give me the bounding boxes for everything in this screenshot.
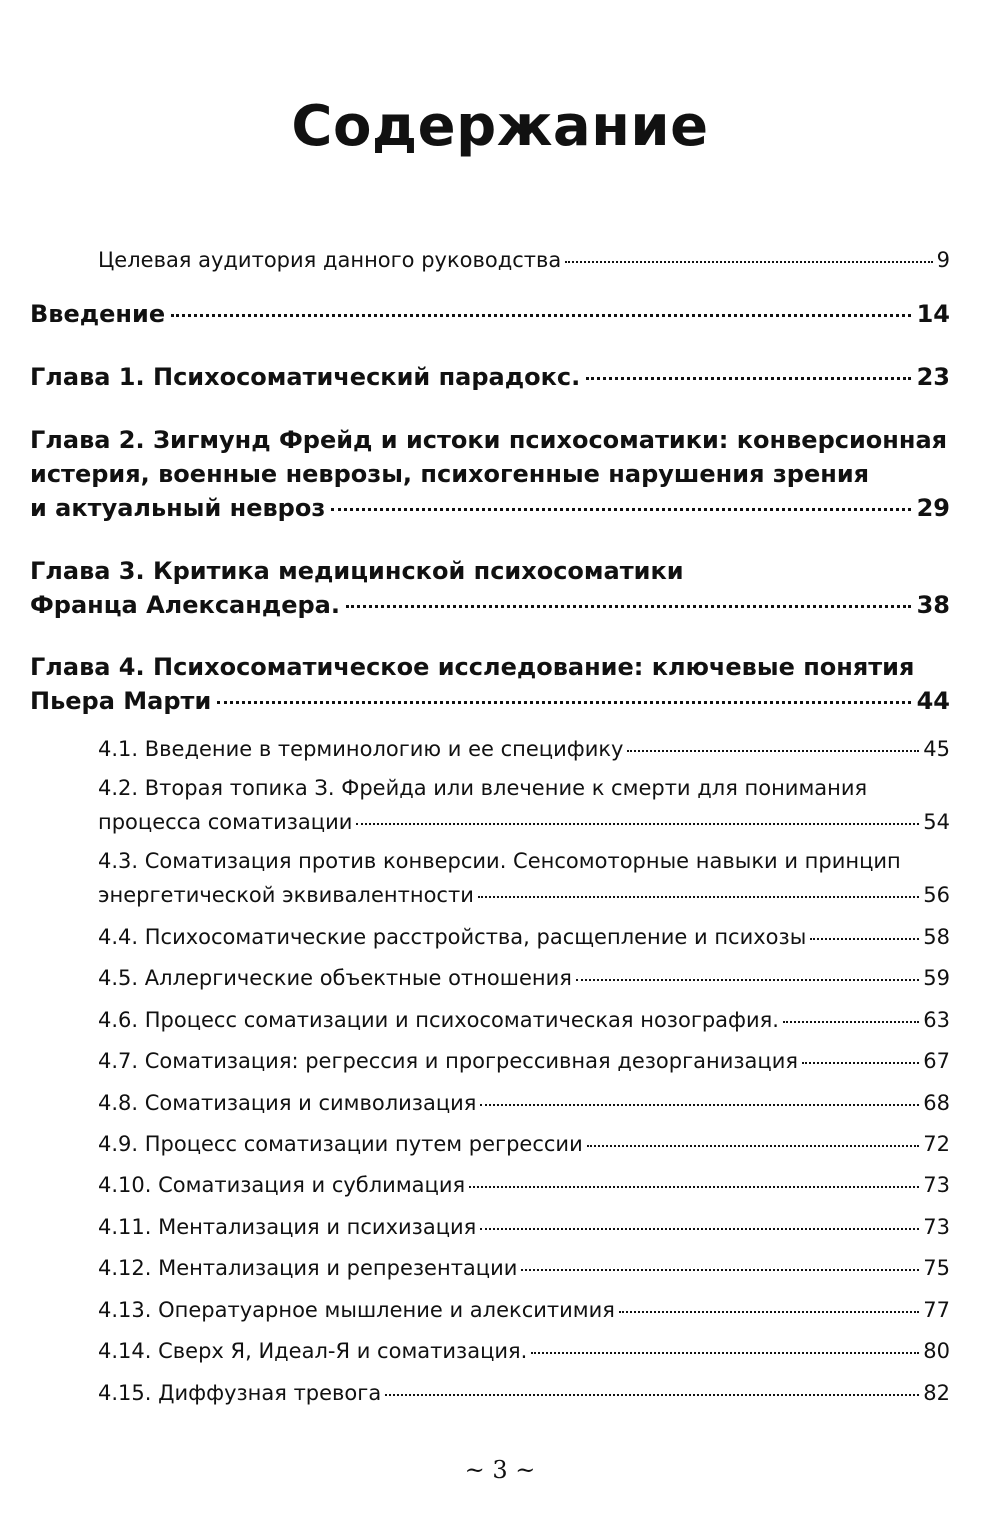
dot-leader (171, 314, 911, 317)
toc-entry-text: 4.9. Процесс соматизации путем регрессии (98, 1132, 583, 1156)
toc-entry-text: 4.10. Соматизация и сублимация (98, 1173, 466, 1197)
dot-leader (478, 896, 919, 898)
toc-entry-4-11[interactable] (98, 1210, 950, 1244)
page-number: 75 (923, 1256, 950, 1280)
toc-entry-4-12[interactable] (98, 1251, 950, 1285)
toc-entry-text: 4.5. Аллергические объектные отношения (98, 966, 572, 990)
toc-entry-text: 4.11. Ментализация и психизация (98, 1215, 477, 1239)
page-number: 80 (923, 1339, 950, 1363)
dot-leader (469, 1186, 919, 1188)
page-number: 77 (923, 1298, 950, 1322)
toc-entry-4-4[interactable] (98, 920, 950, 954)
toc-entry-text: энергетической эквивалентности (98, 883, 474, 907)
dot-leader (480, 1104, 919, 1106)
dot-leader (331, 508, 910, 511)
page-number: 59 (923, 966, 950, 990)
toc-entry-text: 4.2. Вторая топика З. Фрейда или влечение к смерти для понимания (98, 776, 868, 800)
toc-entry-4-14[interactable] (98, 1334, 950, 1368)
toc-entry-text: 4.6. Процесс соматизации и психосоматическая нозография. (98, 1008, 779, 1032)
page-number: 45 (923, 737, 950, 761)
toc-entry-text: Франца Александера. (30, 591, 340, 619)
dot-leader (565, 261, 932, 263)
page-footer-number: ~ 3 ~ (464, 1456, 536, 1484)
toc-entry-text: 4.8. Соматизация и символизация (98, 1091, 477, 1115)
toc-entry-text: 4.15. Диффузная тревога (98, 1381, 382, 1405)
toc-entry-4-9[interactable] (98, 1127, 950, 1161)
toc-entry-4-5[interactable] (98, 961, 950, 995)
page-number: 29 (916, 494, 950, 522)
toc-entry-text: 4.4. Психосоматические расстройства, расщепление и психозы (98, 925, 807, 949)
page-number: 56 (923, 883, 950, 907)
dot-leader (783, 1021, 919, 1023)
page-number: 63 (923, 1008, 950, 1032)
page-number: 38 (916, 591, 950, 619)
toc-entry-4-6[interactable] (98, 1003, 950, 1037)
toc-entry-text: 4.7. Соматизация: регрессия и прогрессивная дезорганизация (98, 1049, 799, 1073)
page-number: 73 (923, 1173, 950, 1197)
toc-entry-text: Целевая аудитория данного руководства (98, 248, 562, 272)
page-number: 67 (923, 1049, 950, 1073)
toc-entry-4-13[interactable] (98, 1293, 950, 1327)
dot-leader (356, 823, 919, 825)
page-number: 9 (936, 248, 950, 272)
dot-leader (480, 1228, 919, 1230)
toc-entry-text: Глава 2. Зигмунд Фрейд и истоки психосоматики: конверсионная (30, 426, 948, 454)
toc-entry-text: и актуальный невроз (30, 494, 326, 522)
dot-leader (810, 938, 919, 940)
toc-entry-introduction[interactable] (30, 297, 950, 331)
dot-leader (576, 979, 919, 981)
dot-leader (627, 750, 919, 752)
page-number: 68 (923, 1091, 950, 1115)
toc-entry-text: Глава 4. Психосоматическое исследование: ключевые понятия (30, 653, 915, 681)
page-title: Содержание (291, 94, 709, 159)
toc-entry-text: процесса соматизации (98, 810, 353, 834)
toc-entry-4-7[interactable] (98, 1044, 950, 1078)
toc-entry-4-15[interactable] (98, 1376, 950, 1410)
toc-entry-text: 4.13. Оператуарное мышление и алекситимия (98, 1298, 615, 1322)
toc-entry-text: 4.3. Соматизация против конверсии. Сенсомоторные навыки и принцип (98, 849, 901, 873)
dot-leader (586, 377, 910, 380)
toc-entry-4-2[interactable] (98, 771, 950, 839)
dot-leader (531, 1352, 919, 1354)
page-number: 23 (916, 363, 950, 391)
toc-entry-4-10[interactable] (98, 1168, 950, 1202)
toc-entry-text: Глава 1. Психосоматический парадокс. (30, 363, 581, 391)
toc-entry-text: 4.12. Ментализация и репрезентации (98, 1256, 518, 1280)
page-number: 54 (923, 810, 950, 834)
page-number: 73 (923, 1215, 950, 1239)
page-number: 72 (923, 1132, 950, 1156)
toc-entry-4-8[interactable] (98, 1086, 950, 1120)
dot-leader (802, 1062, 919, 1064)
dot-leader (619, 1311, 919, 1313)
toc-entry-4-3[interactable] (98, 844, 950, 912)
page-number: 44 (916, 687, 950, 715)
dot-leader (587, 1145, 920, 1147)
toc-entry-target-audience[interactable] (98, 243, 950, 277)
toc-entry-chapter-4[interactable] (30, 650, 950, 718)
toc-entry-chapter-1[interactable] (30, 360, 950, 394)
dot-leader (385, 1394, 919, 1396)
dot-leader (217, 701, 910, 704)
page-number: 58 (923, 925, 950, 949)
toc-entry-text: 4.1. Введение в терминологию и ее специфику (98, 737, 624, 761)
toc-entry-text: Введение (30, 300, 166, 328)
toc-entry-text: Пьера Марти (30, 687, 212, 715)
toc-entry-text: 4.14. Сверх Я, Идеал-Я и соматизация. (98, 1339, 528, 1363)
dot-leader (521, 1269, 919, 1271)
toc-entry-4-1[interactable] (98, 732, 950, 766)
toc-entry-text: Глава 3. Критика медицинской психосоматики (30, 557, 684, 585)
page-number: 14 (916, 300, 950, 328)
toc-entry-chapter-2[interactable] (30, 423, 950, 525)
toc-entry-chapter-3[interactable] (30, 554, 950, 622)
toc-entry-text: истерия, военные неврозы, психогенные нарушения зрения (30, 460, 870, 488)
dot-leader (346, 605, 911, 608)
page-number: 82 (923, 1381, 950, 1405)
